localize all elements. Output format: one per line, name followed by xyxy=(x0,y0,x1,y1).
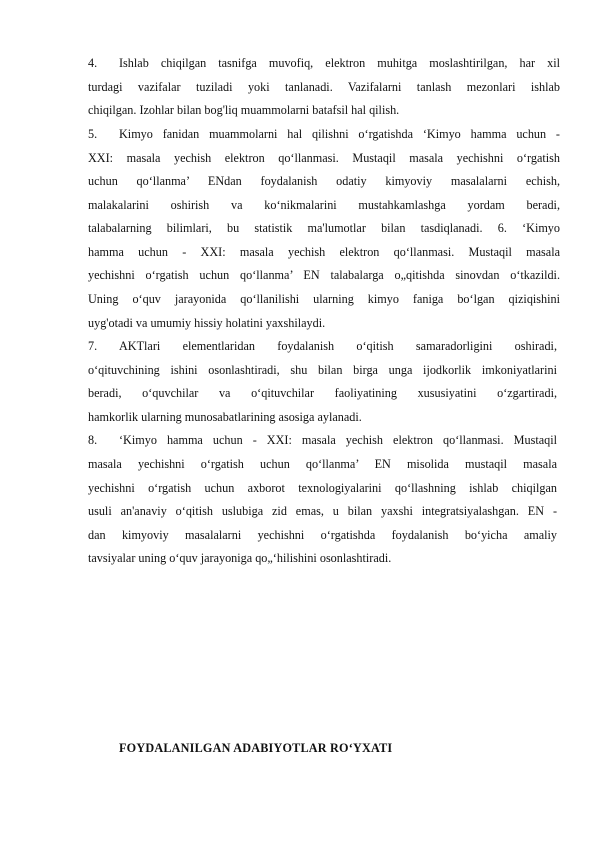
item-5-line-2: XXI: masala yechish elektron qo‘llanmasi. Mustaqil masala yechishni o‘rgatish xyxy=(88,151,560,165)
item-5-number: 5. xyxy=(88,127,98,141)
item-7-line-1: AKTlari elementlaridan foydalanish o‘qitish samaradorligini oshiradi, xyxy=(119,339,557,353)
item-8-line-1: ‘Kimyo hamma uchun - XXI: masala yechish elektron qo‘llanmasi. Mustaqil xyxy=(119,433,557,447)
item-5-line-9: uyg'otadi va umumiy hissiy holatini yaxshilaydi. xyxy=(88,316,326,330)
references-heading: FOYDALANILGAN ADABIYOTLAR RO‘YXATI xyxy=(119,741,393,755)
item-7-line-4: hamkorlik ularning munosabatlarining asosiga aylanadi. xyxy=(88,410,362,424)
item-8-line-2: masala yechishni o‘rgatish uchun qo‘llanma’ EN misolida mustaqil masala xyxy=(88,457,557,471)
item-5-line-6: hamma uchun - XXI: masala yechish elektron qo‘llanmasi. Mustaqil masala xyxy=(88,245,560,259)
item-5-line-4: malakalarini oshirish va ko‘nikmalarini mustahkamlashga yordam beradi, xyxy=(88,198,560,212)
item-8-line-3: yechishni o‘rgatish uchun axborot texnologiyalarini qo‘llashning ishlab chiqilgan xyxy=(88,481,557,495)
item-4-number: 4. xyxy=(88,56,98,70)
item-8-number: 8. xyxy=(88,433,98,447)
item-8-line-4: usuli an'anaviy o‘qitish uslubiga zid emas, u bilan yaxshi integratsiyalashgan. EN - xyxy=(88,504,557,518)
item-5-line-3: uchun qo‘llanma’ ENdan foydalanish odatiy kimyoviy masalalarni echish, xyxy=(88,174,560,188)
item-4-line-2: turdagi vazifalar tuziladi yoki tanlanadi. Vazifalarni tanlash mezonlari ishlab xyxy=(88,80,560,94)
item-7-line-2: o‘qituvchining ishini osonlashtiradi, shu bilan birga unga ijodkorlik imkoniyatlarini xyxy=(88,363,557,377)
item-7-line-3: beradi, o‘quvchilar va o‘qituvchilar faoliyatining xususiyatini o‘zgartiradi, xyxy=(88,386,557,400)
item-4-line-3: chiqilgan. Izohlar bilan bog'liq muammolarni batafsil hal qilish. xyxy=(88,103,400,117)
item-5-line-7: yechishni o‘rgatish uchun qo‘llanma’ EN talabalarga o„qitishda sinovdan o‘tkazildi. xyxy=(88,268,560,282)
item-8-line-5: dan kimyoviy masalalarni yechishni o‘rgatishda foydalanish bo‘yicha amaliy xyxy=(88,528,557,542)
item-5-line-8: Uning o‘quv jarayonida qo‘llanilishi ularning kimyo faniga bo‘lgan qiziqishini xyxy=(88,292,560,306)
item-7-number: 7. xyxy=(88,339,98,353)
item-5-line-1: Kimyo fanidan muammolarni hal qilishni o‘rgatishda ‘Kimyo hamma uchun - xyxy=(119,127,560,141)
item-4-line-1: Ishlab chiqilgan tasnifga muvofiq, elektron muhitga moslashtirilgan, har xil xyxy=(119,56,560,70)
item-5-line-5: talabalarning bilimlari, bu statistik ma'lumotlar bilan tasdiqlanadi. 6. ‘Kimyo xyxy=(88,221,560,235)
item-8-line-6: tavsiyalar uning o‘quv jarayoniga qo„‘hilishini osonlashtiradi. xyxy=(88,551,392,565)
